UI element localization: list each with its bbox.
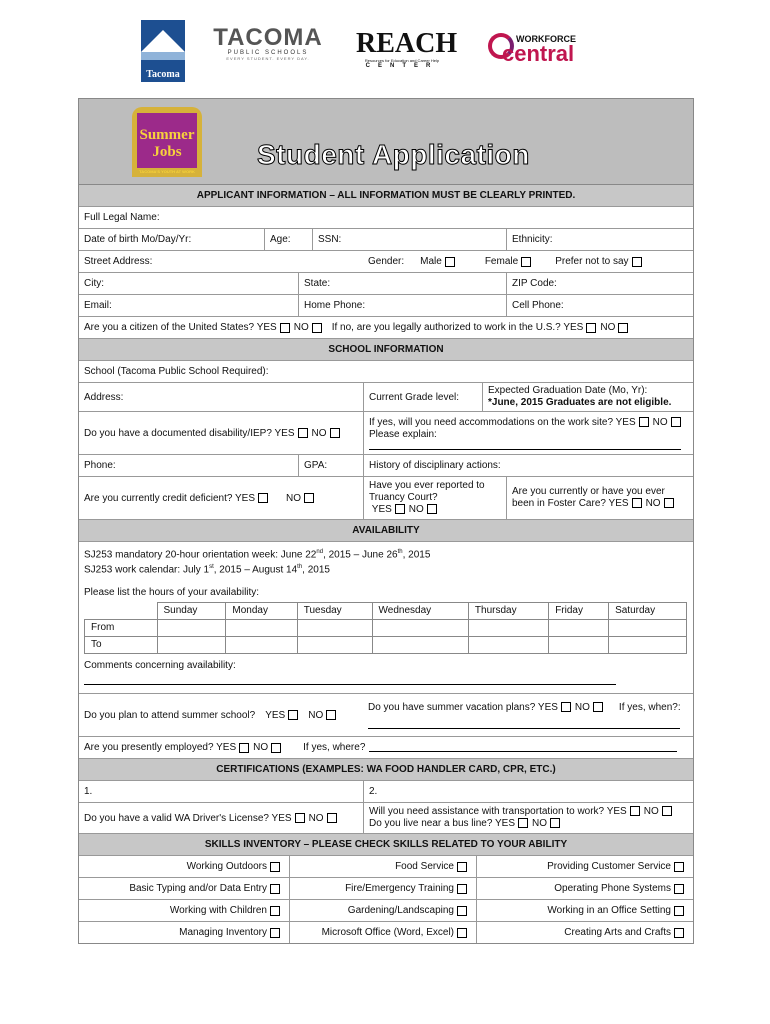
row-disability [79, 412, 693, 455]
foster-no-label: NO [645, 498, 661, 509]
application-form [78, 98, 694, 944]
tps-name: TACOMA [213, 24, 323, 51]
city-of-tacoma-logo [141, 20, 185, 82]
form-banner [79, 99, 693, 185]
comments-line[interactable] [84, 676, 616, 685]
employed-where-label: If yes, where? [303, 742, 366, 753]
to-cell[interactable] [468, 637, 548, 654]
vacation-when-line[interactable] [368, 720, 680, 729]
from-cell[interactable] [549, 620, 609, 637]
summer-school-no-label: NO [308, 709, 324, 721]
prefer-not-checkbox[interactable] [632, 257, 642, 267]
male-checkbox[interactable] [445, 257, 455, 267]
male-label: Male [420, 256, 442, 267]
vacation-label: Do you have summer vacation plans? YES [368, 701, 558, 713]
foster-group [506, 477, 693, 519]
school-phone-field[interactable]: Phone: [84, 460, 116, 471]
foster-yes-checkbox[interactable] [632, 498, 642, 508]
prefer-not-label: Prefer not to say [555, 256, 629, 267]
disability-label: Do you have a documented disability/IEP? YES [84, 427, 295, 439]
employed-no-checkbox[interactable] [271, 743, 281, 753]
dob-field[interactable]: Date of birth Mo/Day/Yr: [84, 234, 192, 245]
truancy-no-checkbox[interactable] [427, 504, 437, 514]
day-sunday: Sunday [157, 603, 226, 620]
reach-name: REACH [356, 28, 458, 59]
ethnicity-field[interactable]: Ethnicity: [506, 229, 693, 250]
explain-line[interactable] [369, 441, 681, 450]
to-cell[interactable] [157, 637, 226, 654]
female-label: Female [484, 256, 519, 267]
from-cell[interactable] [226, 620, 297, 637]
from-cell[interactable] [372, 620, 468, 637]
row-city [79, 273, 693, 295]
from-label: From [85, 620, 158, 637]
disability-yes-checkbox[interactable] [298, 428, 308, 438]
citizen-no-checkbox[interactable] [312, 323, 322, 333]
summer-school-no-checkbox[interactable] [326, 710, 336, 720]
skills-row [79, 900, 693, 922]
row-email [79, 295, 693, 317]
authorized-yes-checkbox[interactable] [586, 323, 596, 333]
bus-no-checkbox[interactable] [550, 818, 560, 828]
transport-label: Will you need assistance with transportation to work? YES [369, 806, 627, 817]
skill-children[interactable]: Working with Children [79, 900, 289, 921]
explain-label: Please explain: [369, 428, 437, 440]
to-cell[interactable] [297, 637, 372, 654]
comments-label: Comments concerning availability: [84, 660, 236, 671]
availability-header: AVAILABILITY [79, 520, 693, 542]
skill-checkbox[interactable] [674, 928, 684, 938]
row-citizen [79, 317, 693, 339]
disability-no-checkbox[interactable] [330, 428, 340, 438]
to-cell[interactable] [549, 637, 609, 654]
summer-school-label: Do you plan to attend summer school? [84, 709, 256, 721]
vacation-no-checkbox[interactable] [593, 702, 603, 712]
to-cell[interactable] [372, 637, 468, 654]
row-certifications [79, 781, 693, 803]
city-field[interactable]: City: [84, 278, 104, 289]
employed-no-label: NO [253, 742, 269, 753]
row-summer-school [79, 694, 693, 737]
skill-ms-office[interactable]: Microsoft Office (Word, Excel) [289, 922, 476, 943]
accommodations-group [363, 412, 693, 454]
truancy-label-2: Truancy Court? [369, 492, 438, 503]
row-full-name [79, 207, 693, 229]
day-friday: Friday [549, 603, 609, 620]
license-yes-checkbox[interactable] [295, 813, 305, 823]
day-wednesday: Wednesday [372, 603, 468, 620]
truancy-group [363, 477, 506, 519]
transport-no-label: NO [643, 806, 659, 817]
summer-jobs-logo [132, 107, 202, 177]
skills-row [79, 856, 693, 878]
row-school [79, 361, 693, 383]
truancy-label-1: Have you ever reported to [369, 480, 485, 491]
home-phone-field[interactable]: Home Phone: [298, 295, 506, 316]
employed-yes-checkbox[interactable] [239, 743, 249, 753]
skill-checkbox[interactable] [674, 884, 684, 894]
skill-typing[interactable]: Basic Typing and/or Data Entry [79, 878, 289, 899]
grade-field[interactable]: Current Grade level: [363, 383, 482, 411]
day-tuesday: Tuesday [297, 603, 372, 620]
grad-date-field[interactable] [482, 383, 693, 411]
skill-fire-emergency[interactable]: Fire/Emergency Training [289, 878, 476, 899]
school-address-field[interactable]: Address: [84, 391, 124, 403]
school-header: SCHOOL INFORMATION [79, 339, 693, 361]
credit-yes-checkbox[interactable] [258, 493, 268, 503]
grad-date-label: Expected Graduation Date (Mo, Yr): [488, 385, 648, 396]
skill-arts-crafts[interactable]: Creating Arts and Crafts [476, 922, 693, 943]
skill-inventory[interactable]: Managing Inventory [79, 922, 289, 943]
skill-checkbox[interactable] [270, 884, 280, 894]
wfc-top: WORKFORCE [516, 34, 576, 44]
employed-group [79, 737, 693, 758]
skill-food-service[interactable]: Food Service [289, 856, 476, 877]
summer-jobs-logo-footer: TACOMA'S YOUTH AT WORK [139, 169, 195, 174]
foster-label-2: been in Foster Care? YES [512, 498, 629, 509]
from-cell[interactable] [297, 620, 372, 637]
reach-center-logo [356, 28, 458, 69]
availability-days-row [85, 603, 687, 620]
age-field[interactable]: Age: [264, 229, 312, 250]
citizen-yes-checkbox[interactable] [280, 323, 290, 333]
summer-school-group [79, 694, 363, 736]
calendar-text: SJ253 work calendar: July 1st, 2015 – August 14th, 2015 [84, 564, 330, 576]
applicant-header: APPLICANT INFORMATION – ALL INFORMATION MUST BE CLEARLY PRINTED. [79, 185, 693, 207]
school-field[interactable]: School (Tacoma Public School Required): [84, 366, 269, 377]
skill-checkbox[interactable] [457, 928, 467, 938]
truancy-no-label: NO [408, 504, 424, 515]
authorized-no-label: NO [600, 322, 616, 333]
gender-group [363, 251, 693, 272]
summer-school-yes-checkbox[interactable] [288, 710, 298, 720]
accommodations-label: If yes, will you need accommodations on the work site? YES [369, 416, 636, 428]
bus-no-label: NO [532, 818, 548, 829]
vacation-no-label: NO [574, 701, 590, 713]
from-cell[interactable] [468, 620, 548, 637]
disability-no-label: NO [311, 427, 327, 439]
street-field[interactable]: Street Address: [84, 256, 153, 267]
bus-label: Do you live near a bus line? YES [369, 818, 516, 829]
row-license [79, 803, 693, 834]
transport-group [363, 803, 693, 833]
tacoma-logo-text: Tacoma [146, 69, 180, 80]
tps-sub: PUBLIC SCHOOLS [227, 50, 309, 56]
skill-checkbox[interactable] [457, 862, 467, 872]
certifications-header: CERTIFICATIONS (EXAMPLES: WA FOOD HANDLER CARD, CPR, ETC.) [79, 759, 693, 781]
wfc-main: central [502, 41, 575, 66]
skill-working-outdoors[interactable]: Working Outdoors [79, 856, 289, 877]
vacation-group [363, 694, 693, 736]
tps-tagline: EVERY STUDENT. EVERY DAY. [226, 56, 310, 61]
availability-table [84, 602, 687, 654]
citizen-label: Are you a citizen of the United States? YES [84, 322, 277, 333]
row-dob [79, 229, 693, 251]
transport-yes-checkbox[interactable] [630, 806, 640, 816]
authorized-no-checkbox[interactable] [618, 323, 628, 333]
transport-no-checkbox[interactable] [662, 806, 672, 816]
reach-sub: Resources for Education and Career Help [364, 58, 440, 63]
foster-no-checkbox[interactable] [664, 498, 674, 508]
skill-checkbox[interactable] [270, 906, 280, 916]
skills-row [79, 878, 693, 900]
zip-field[interactable]: ZIP Code: [506, 273, 693, 294]
summer-jobs-logo-title: Summer Jobs [139, 127, 195, 160]
row-credit [79, 477, 693, 520]
foster-label-1: Are you currently or have you ever [512, 486, 665, 497]
license-group [79, 803, 363, 833]
to-cell[interactable] [226, 637, 297, 654]
skills-row [79, 922, 693, 943]
gpa-field[interactable]: GPA: [298, 455, 363, 476]
accommodations-yes-checkbox[interactable] [639, 417, 649, 427]
to-cell[interactable] [609, 637, 687, 654]
credit-no-checkbox[interactable] [304, 493, 314, 503]
gender-label: Gender: [368, 256, 405, 267]
employed-where-line[interactable] [369, 743, 677, 752]
skill-checkbox[interactable] [270, 928, 280, 938]
row-phone [79, 455, 693, 477]
full-name-field[interactable]: Full Legal Name: [84, 212, 160, 223]
truancy-yes-checkbox[interactable] [395, 504, 405, 514]
truancy-yes-label: YES [371, 504, 392, 515]
row-street [79, 251, 693, 273]
employed-label: Are you presently employed? YES [84, 742, 237, 753]
skill-office-setting[interactable]: Working in an Office Setting [476, 900, 693, 921]
summer-school-yes-label: YES [265, 709, 286, 721]
accommodations-no-label: NO [652, 416, 668, 428]
citizen-group [79, 317, 693, 338]
authorized-label: If no, are you legally authorized to work in the U.S.? YES [331, 322, 584, 333]
vacation-yes-checkbox[interactable] [561, 702, 571, 712]
email-field[interactable]: Email: [84, 300, 112, 311]
availability-block [79, 542, 693, 694]
skill-gardening[interactable]: Gardening/Landscaping [289, 900, 476, 921]
credit-label: Are you currently credit deficient? YES [84, 492, 256, 504]
day-thursday: Thursday [468, 603, 548, 620]
tacoma-public-schools-logo [213, 26, 323, 61]
certification-1-field[interactable]: 1. [84, 786, 93, 797]
credit-no-label: NO [286, 492, 302, 504]
availability-to-row [85, 637, 687, 654]
license-label: Do you have a valid WA Driver's License? YES [84, 812, 292, 824]
disability-group [79, 412, 363, 454]
skill-checkbox[interactable] [270, 862, 280, 872]
skill-checkbox[interactable] [457, 884, 467, 894]
availability-list-label: Please list the hours of your availability: [84, 586, 260, 598]
day-saturday: Saturday [609, 603, 687, 620]
reach-center: CENTER [365, 63, 439, 69]
skills-header: SKILLS INVENTORY – PLEASE CHECK SKILLS RELATED TO YOUR ABILITY [79, 834, 693, 856]
from-cell[interactable] [609, 620, 687, 637]
state-field[interactable]: State: [298, 273, 506, 294]
female-checkbox[interactable] [521, 257, 531, 267]
form-title: Student Application [257, 139, 530, 170]
license-no-label: NO [308, 812, 324, 824]
to-label: To [85, 637, 158, 654]
day-monday: Monday [226, 603, 297, 620]
accommodations-no-checkbox[interactable] [671, 417, 681, 427]
bus-yes-checkbox[interactable] [518, 818, 528, 828]
vacation-when-label: If yes, when?: [618, 701, 681, 713]
availability-from-row [85, 620, 687, 637]
discipline-field[interactable]: History of disciplinary actions: [363, 455, 693, 476]
row-address [79, 383, 693, 412]
grad-date-note: *June, 2015 Graduates are not eligible. [488, 397, 672, 408]
citizen-no-label: NO [293, 322, 309, 333]
license-no-checkbox[interactable] [327, 813, 337, 823]
cell-phone-field[interactable]: Cell Phone: [506, 295, 693, 316]
skill-customer-service[interactable]: Providing Customer Service [476, 856, 693, 877]
credit-group [79, 477, 363, 519]
skill-checkbox[interactable] [457, 906, 467, 916]
certification-2-field[interactable]: 2. [363, 781, 693, 802]
skill-phone-systems[interactable]: Operating Phone Systems [476, 878, 693, 899]
from-cell[interactable] [157, 620, 226, 637]
orientation-text: SJ253 mandatory 20-hour orientation week: June 22nd, 2015 – June 26th, 2015 [84, 549, 431, 561]
skill-checkbox[interactable] [674, 862, 684, 872]
skill-checkbox[interactable] [674, 906, 684, 916]
sponsor-logos [0, 18, 770, 88]
ssn-field[interactable]: SSN: [312, 229, 506, 250]
row-employed [79, 737, 693, 759]
